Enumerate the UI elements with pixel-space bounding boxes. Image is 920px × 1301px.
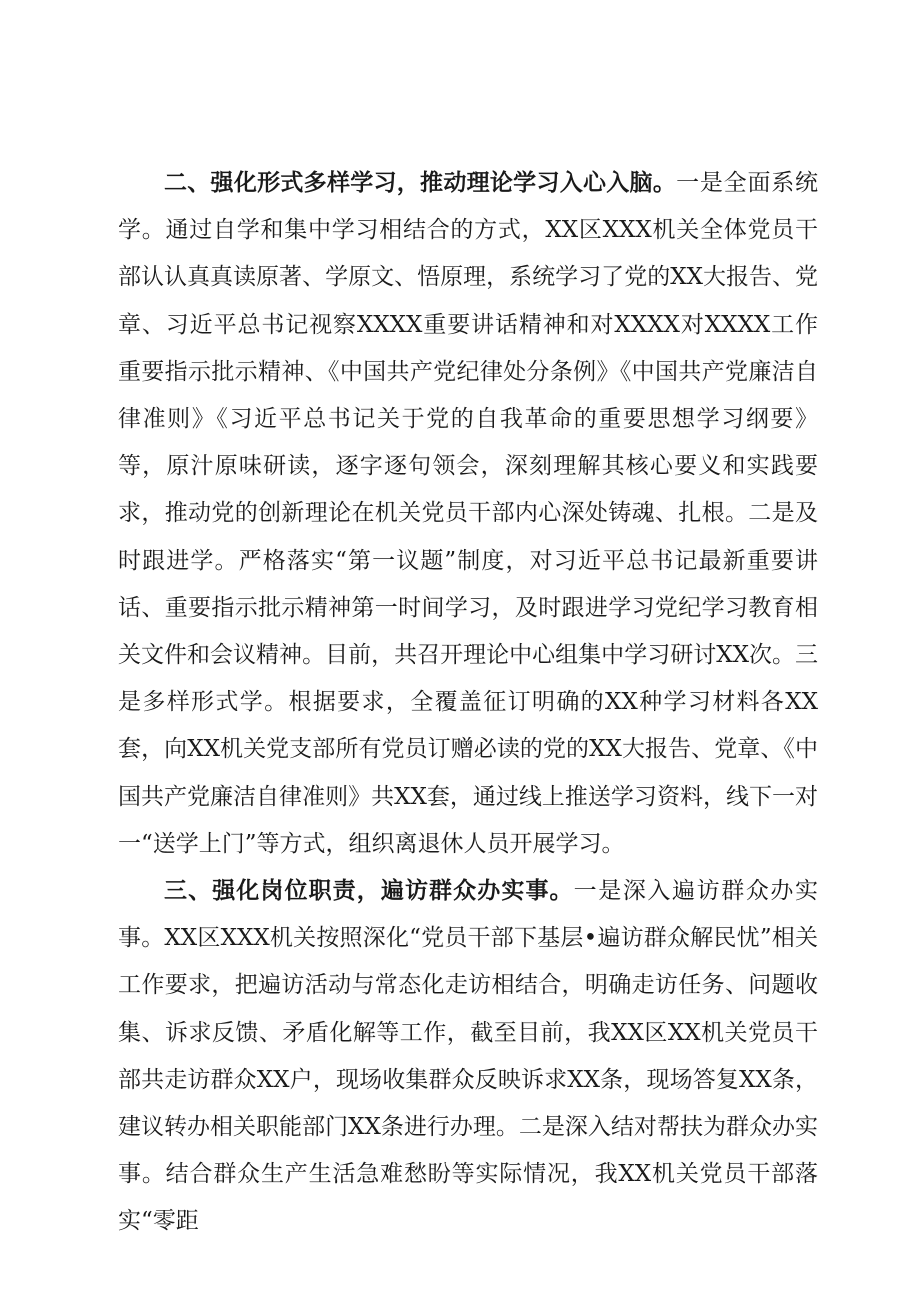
section-three-body: 一是深入遍访群众办实事。XX区XXX机关按照深化“党员干部下基层•遍访群众解民忧”相关工作要求，把遍访活动与常态化走访相结合，明确走访任务、问题收集、诉求反馈、矛盾化解等工作，截至目前，我XX区XX机关党员干部共走访群众XX户，现场收集群众反映诉求XX条，现场答复XX条，建议转办相关职能部门XX条进行办理。二是深入结对帮扶为群众办实事。结合群众生产生活急难愁盼等实际情况，我XX机关党员干部落实“零距 — [118, 878, 819, 1235]
paragraph-section-two — [118, 160, 818, 868]
document-page — [118, 160, 818, 1246]
section-two-heading: 二、强化形式多样学习，推动理论学习入心入脑。 — [164, 170, 677, 196]
paragraph-section-three — [118, 868, 818, 1246]
section-three-heading: 三、强化岗位职责，遍访群众办实事。 — [164, 878, 574, 905]
section-two-body: 一是全面系统学。通过自学和集中学习相结合的方式，XX区XXX机关全体党员干部认认真真读原著、学原文、悟原理，系统学习了党的XX大报告、党章、习近平总书记视察XXXX重要讲话精神和对XXXX对XXXX工作重要指示批示精神、《中国共产党纪律处分条例》《中国共产党廉洁自律准则》《习近平总书记关于党的自我革命的重要思想学习纲要》等，原汁原味研读，逐字逐句领会，深刻理解其核心要义和实践要求，推动党的创新理论在机关党员干部内心深处铸魂、扎根。二是及时跟进学。严格落实“第一议题”制度，对习近平总书记最新重要讲话、重要指示批示精神第一时间学习，及时跟进学习党纪学习教育相关文件和会议精神。目前，共召开理论中心组集中学习研讨XX次。三是多样形式学。根据要求，全覆盖征订明确的XX种学习材料各XX套，向XX机关党支部所有党员订赠必读的党的XX大报告、党章、《中国共产党廉洁自律准则》共XX套，通过线上推送学习资料，线下一对一“送学上门”等方式，组织离退休人员开展学习。 — [118, 170, 819, 857]
